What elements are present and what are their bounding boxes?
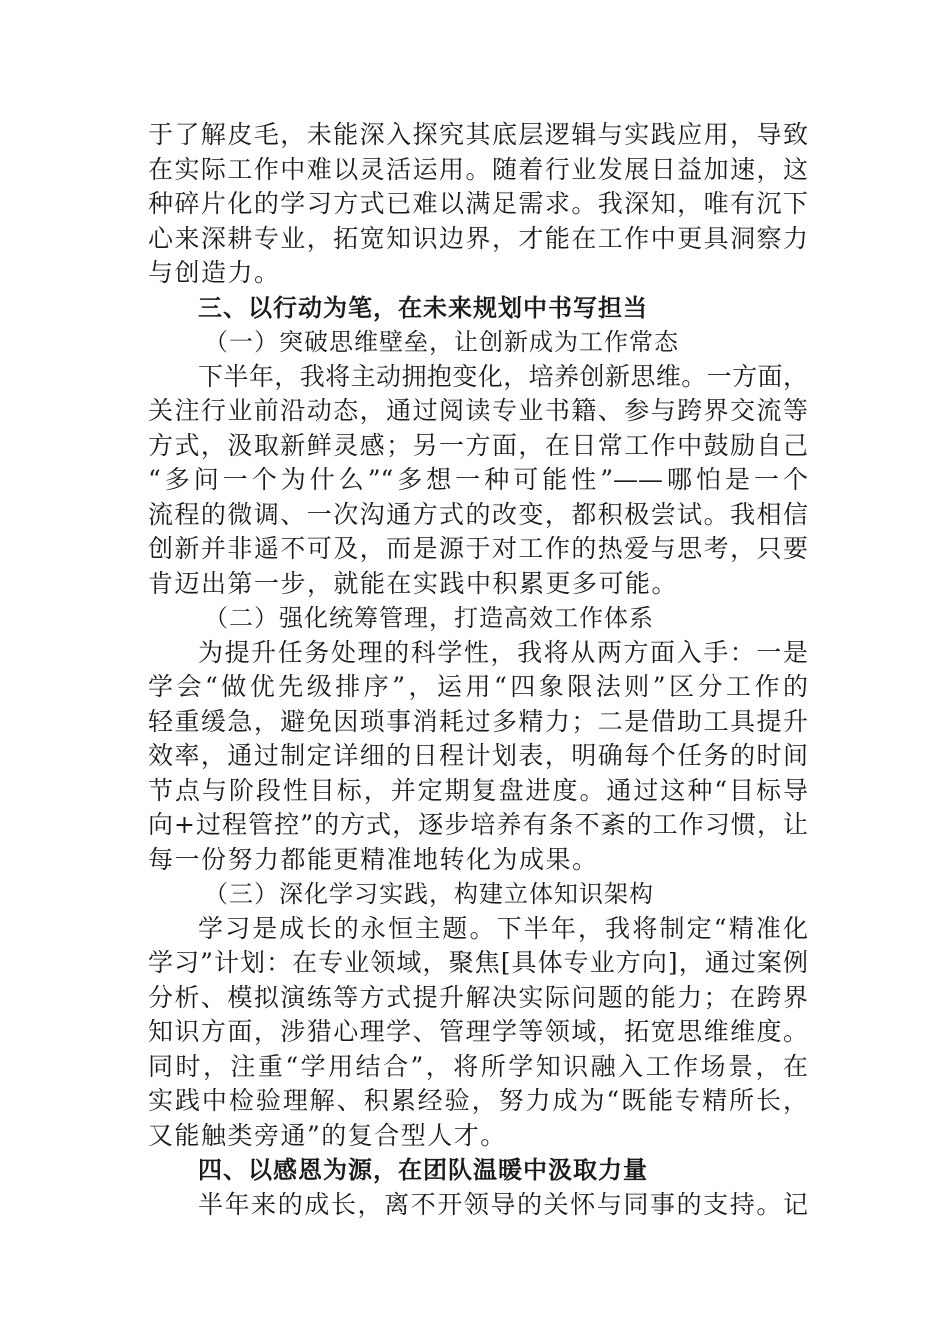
subsection-heading: （一）突破思维壁垒，让创新成为工作常态 (204, 328, 679, 356)
paragraph-line: 同时，注重“学用结合”，将所学知识融入工作场景，在 (148, 1051, 808, 1081)
paragraph-line: 关注行业前沿动态，通过阅读专业书籍、参与跨界交流等 (148, 396, 808, 425)
paragraph-line: 学习是成长的永恒主题。下半年，我将制定“精准化 (198, 913, 808, 943)
paragraph-line: 心来深耕专业，拓宽知识边界，才能在工作中更具洞察力 (148, 223, 808, 253)
paragraph-line: 下半年，我将主动拥抱变化，培养创新思维。一方面， (198, 361, 808, 391)
paragraph-line: 创新并非遥不可及，而是源于对工作的热爱与思考，只要 (148, 534, 808, 563)
paragraph-line: 实践中检验理解、积累经验，努力成为“既能专精所长， (148, 1086, 808, 1115)
paragraph-line: 又能触类旁通”的复合型人才。 (148, 1120, 507, 1150)
paragraph-line: 种碎片化的学习方式已难以满足需求。我深知，唯有沉下 (148, 189, 808, 218)
paragraph-line: 每一份努力都能更精准地转化为成果。 (148, 844, 599, 874)
subsection-heading: （三）深化学习实践，构建立体知识架构 (204, 880, 654, 908)
paragraph-line: 与创造力。 (148, 258, 281, 287)
paragraph-line: 方式，汲取新鲜灵感；另一方面，在日常工作中鼓励自己 (148, 430, 808, 460)
paragraph-line: 流程的微调、一次沟通方式的改变，都积极尝试。我相信 (148, 499, 808, 529)
paragraph-line: 分析、模拟演练等方式提升解决实际问题的能力；在跨界 (148, 982, 808, 1012)
section-heading: 三、以行动为笔，在未来规划中书写担当 (198, 293, 648, 322)
paragraph-line: 向+过程管控”的方式，逐步培养有条不紊的工作习惯，让 (148, 810, 808, 839)
paragraph-line: 学习”计划：在专业领域，聚焦[具体专业方向]，通过案例 (148, 948, 808, 977)
paragraph-line: 学会“做优先级排序”，运用“四象限法则”区分工作的 (148, 672, 808, 701)
section-heading: 四、以感恩为源，在团队温暖中汲取力量 (198, 1156, 648, 1184)
document-body (148, 118, 808, 1222)
paragraph-line: 半年来的成长，离不开领导的关怀与同事的支持。记 (198, 1189, 808, 1219)
paragraph-line: 节点与阶段性目标，并定期复盘进度。通过这种“目标导 (148, 775, 808, 805)
paragraph-line: 在实际工作中难以灵活运用。随着行业发展日益加速，这 (148, 154, 808, 184)
paragraph-line: 效率，通过制定详细的日程计划表，明确每个任务的时间 (148, 741, 808, 770)
paragraph-line: 肯迈出第一步，就能在实践中积累更多可能。 (148, 568, 679, 598)
paragraph-line: “多问一个为什么”“多想一种可能性”——哪怕是一个 (148, 465, 808, 494)
paragraph-line: 轻重缓急，避免因琐事消耗过多精力；二是借助工具提升 (148, 706, 808, 736)
paragraph-line: 为提升任务处理的科学性，我将从两方面入手：一是 (198, 637, 808, 667)
paragraph-line: 于了解皮毛，未能深入探究其底层逻辑与实践应用，导致 (148, 120, 808, 149)
subsection-heading: （二）强化统筹管理，打造高效工作体系 (204, 604, 654, 632)
paragraph-line: 知识方面，涉猎心理学、管理学等领域，拓宽思维维度。 (148, 1017, 808, 1046)
